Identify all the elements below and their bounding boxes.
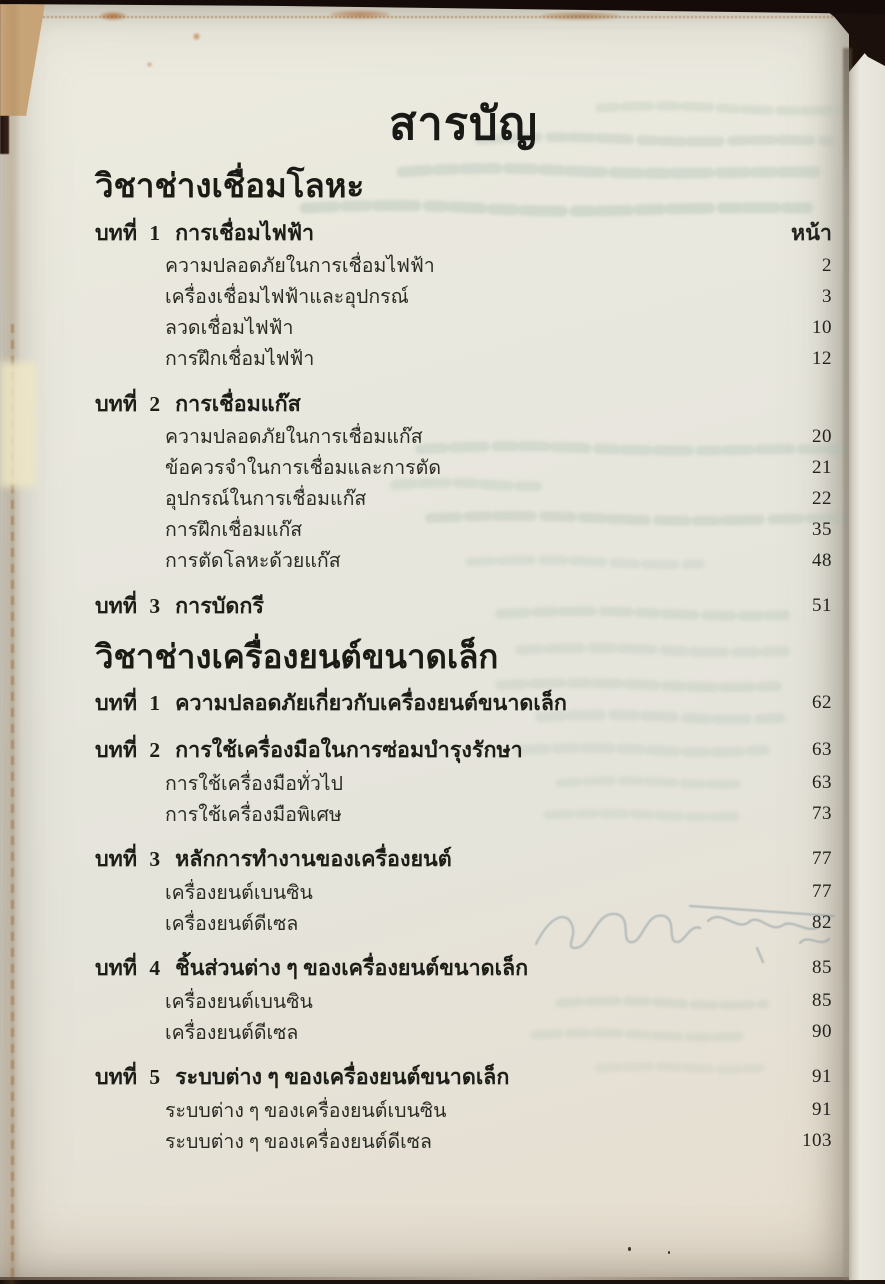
item-list — [95, 421, 832, 576]
chapter-list — [95, 686, 832, 1157]
chapter-block — [95, 686, 832, 721]
item-page-number: 12 — [812, 347, 832, 369]
chapter-block — [95, 1060, 832, 1157]
item-page-number: 48 — [812, 549, 832, 571]
toc-item-row — [95, 483, 832, 514]
toc-section — [95, 637, 832, 1157]
item-page-number: 103 — [802, 1130, 832, 1152]
chapter-row — [95, 733, 832, 768]
chapter-label: บทที่ 1 — [95, 691, 161, 716]
toc-section — [95, 166, 832, 623]
item-page-number: 85 — [812, 990, 832, 1012]
chapter-page-number: 62 — [812, 692, 832, 714]
chapter-row — [95, 951, 832, 986]
toc-item-row — [95, 986, 832, 1017]
chapter-title: ชิ้นส่วนต่าง ๆ ของเครื่องยนต์ขนาดเล็ก — [175, 956, 529, 981]
chapter-row — [95, 588, 832, 623]
chapter-page-number: 85 — [812, 957, 832, 979]
item-page-number: 22 — [812, 487, 832, 509]
page-title: สารบัญ — [389, 99, 538, 149]
item-page-number: 21 — [812, 456, 832, 478]
chapter-list — [95, 215, 832, 623]
chapter-block — [95, 951, 832, 1048]
chapter-title: หลักการทำงานของเครื่องยนต์ — [175, 847, 452, 872]
item-page-number: 73 — [812, 803, 832, 825]
item-page-number: 10 — [812, 316, 832, 338]
item-title: การฝึกเชื่อมไฟฟ้า — [165, 349, 315, 371]
item-title: การใช้เครื่องมือทั่วไป — [165, 773, 343, 795]
scanned-page — [0, 4, 849, 1280]
item-list — [95, 986, 832, 1048]
item-page-number: 82 — [812, 912, 832, 934]
item-list — [95, 877, 832, 939]
item-page-number: 20 — [812, 425, 832, 447]
table-of-contents — [95, 4, 832, 1280]
chapter-title: การเชื่อมไฟฟ้า — [175, 220, 315, 245]
item-title: ระบบต่าง ๆ ของเครื่องยนต์ดีเซล — [165, 1131, 432, 1153]
item-title: เครื่องเชื่อมไฟฟ้าและอุปกรณ์ — [165, 287, 409, 309]
chapter-label: บทที่ 3 — [95, 847, 161, 872]
chapter-title: ระบบต่าง ๆ ของเครื่องยนต์ขนาดเล็ก — [175, 1065, 510, 1090]
toc-item-row — [95, 343, 832, 374]
next-page-edge — [849, 42, 885, 1280]
toc-item-row — [95, 545, 832, 576]
chapter-label: บทที่ 2 — [95, 391, 161, 416]
chapter-page-number: 91 — [812, 1066, 832, 1088]
item-title: ความปลอดภัยในการเชื่อมไฟฟ้า — [165, 256, 435, 278]
item-list — [95, 768, 832, 830]
chapter-row — [95, 1060, 832, 1095]
toc-item-row — [95, 1017, 832, 1048]
item-title: ระบบต่าง ๆ ของเครื่องยนต์เบนซิน — [165, 1100, 447, 1122]
toc-item-row — [95, 421, 832, 452]
item-list — [95, 250, 832, 374]
toc-item-row — [95, 452, 832, 483]
item-title: ความปลอดภัยในการเชื่อมแก๊ส — [165, 427, 423, 449]
item-title: ข้อควรจำในการเชื่อมและการตัด — [165, 458, 441, 480]
chapter-label: บทที่ 4 — [95, 956, 161, 981]
item-title: เครื่องยนต์ดีเซล — [165, 1022, 299, 1044]
page-column-label: หน้า — [791, 220, 832, 245]
chapter-title: การใช้เครื่องมือในการซ่อมบำรุงรักษา — [175, 738, 523, 763]
chapter-page-number: 63 — [812, 739, 832, 761]
chapter-row — [95, 386, 832, 421]
chapter-block — [95, 386, 832, 576]
chapter-label: บทที่ 2 — [95, 738, 161, 763]
chapter-row — [95, 842, 832, 877]
item-page-number: 2 — [822, 254, 832, 276]
item-title: การตัดโลหะด้วยแก๊ส — [165, 551, 341, 573]
item-title: การใช้เครื่องมือพิเศษ — [165, 804, 342, 826]
item-page-number: 90 — [812, 1021, 832, 1043]
item-title: อุปกรณ์ในการเชื่อมแก๊ส — [165, 489, 367, 511]
toc-item-row — [95, 799, 832, 830]
chapter-row — [95, 686, 832, 721]
item-title: ลวดเชื่อมไฟฟ้า — [165, 318, 294, 340]
chapter-block — [95, 842, 832, 939]
chapter-title: การเชื่อมแก๊ส — [175, 391, 301, 416]
chapter-page-number: 51 — [812, 594, 832, 616]
chapter-block — [95, 733, 832, 830]
section-heading: วิชาช่างเครื่องยนต์ขนาดเล็ก — [95, 640, 499, 677]
toc-item-row — [95, 514, 832, 545]
item-list — [95, 1095, 832, 1157]
chapter-row — [95, 215, 832, 250]
toc-item-row — [95, 250, 832, 281]
chapter-block — [95, 215, 832, 374]
item-page-number: 35 — [812, 518, 832, 540]
toc-item-row — [95, 312, 832, 343]
item-page-number: 91 — [812, 1099, 832, 1121]
toc-item-row — [95, 877, 832, 908]
toc-item-row — [95, 1126, 832, 1157]
item-title: เครื่องยนต์ดีเซล — [165, 913, 299, 935]
chapter-title: ความปลอดภัยเกี่ยวกับเครื่องยนต์ขนาดเล็ก — [175, 691, 567, 716]
toc-sections — [95, 166, 832, 1157]
item-page-number: 63 — [812, 772, 832, 794]
chapter-label: บทที่ 5 — [95, 1065, 161, 1090]
item-title: การฝึกเชื่อมแก๊ส — [165, 520, 303, 542]
toc-item-row — [95, 281, 832, 312]
item-title: เครื่องยนต์เบนซิน — [165, 882, 313, 904]
chapter-label: บทที่ 3 — [95, 593, 161, 618]
toc-item-row — [95, 908, 832, 939]
paper-discoloration — [0, 362, 36, 487]
chapter-page-number: 77 — [812, 848, 832, 870]
item-page-number: 3 — [822, 285, 832, 307]
section-heading: วิชาช่างเชื่อมโลหะ — [95, 169, 365, 206]
chapter-block — [95, 588, 832, 623]
chapter-title: การบัดกรี — [175, 593, 264, 618]
chapter-label: บทที่ 1 — [95, 220, 161, 245]
item-title: เครื่องยนต์เบนซิน — [165, 991, 313, 1013]
item-page-number: 77 — [812, 881, 832, 903]
toc-item-row — [95, 768, 832, 799]
toc-item-row — [95, 1095, 832, 1126]
